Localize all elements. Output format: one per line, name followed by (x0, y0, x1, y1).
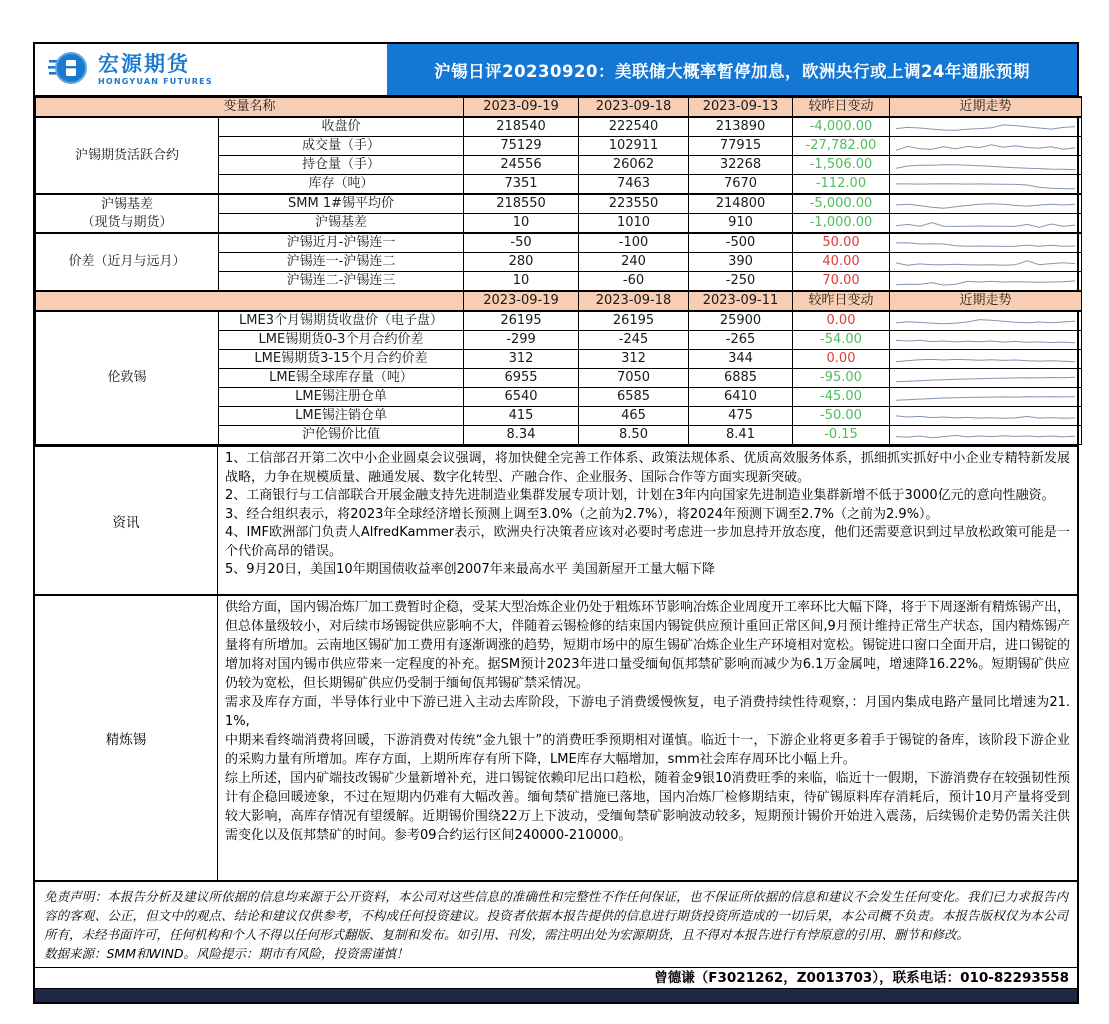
variable-name: LME锡全球库存量（吨） (219, 369, 464, 388)
variable-name: 持仓量（手） (219, 156, 464, 175)
trend-sparkline (890, 388, 1082, 407)
trend-sparkline (890, 311, 1082, 331)
change-cell: -27,782.00 (793, 137, 890, 156)
table-row (36, 233, 1082, 253)
change-cell: 70.00 (793, 272, 890, 292)
news-item: 5、9月20日，美国10年期国债收益率创2007年来最高水平 美国新屋开工量大幅下降 (225, 562, 715, 578)
company-logo (35, 44, 387, 95)
header-change: 较昨日变动 (793, 291, 890, 311)
value-cell: 240 (579, 253, 689, 272)
group-label: 沪锡基差 （现货与期货） (36, 194, 219, 233)
change-cell: -1,000.00 (793, 214, 890, 234)
value-cell: 344 (689, 350, 793, 369)
value-cell: 312 (579, 350, 689, 369)
news-item: 3、经合组织表示，将2023年全球经济增长预测上调至3.0%（之前为2.7%），将2024年预测下调至2.7%（之前为2.9%）。 (225, 506, 939, 522)
value-cell: 7050 (579, 369, 689, 388)
analysis-paragraph: 中期来看终端消费将回暖，下游消费对传统“金九银十”的消费旺季预期相对谨慎。临近十一，下游企业将更多着手于锡锭的备库，该阶段下游企业的采购力量有所增加。库存方面，上期所库存有所下降，LME库存大幅增加，smm社会库存周环比小幅上升。 (225, 732, 1070, 767)
value-cell: 6885 (689, 369, 793, 388)
change-cell: -50.00 (793, 407, 890, 426)
header-date: 2023-09-19 (464, 291, 579, 311)
trend-sparkline (890, 272, 1082, 292)
change-cell: 40.00 (793, 253, 890, 272)
analyst-signature: 曾德谦（F3021262，Z0013703），联系电话：010-82293558 (35, 967, 1077, 988)
header-variable-name: 变量名称 (36, 97, 464, 117)
header-date: 2023-09-19 (464, 97, 579, 117)
value-cell: 8.41 (689, 426, 793, 445)
analysis-section-label: 精炼锡 (35, 596, 218, 880)
value-cell: 8.34 (464, 426, 579, 445)
disclaimer-line: 免责声明：本报告分析及建议所依据的信息均来源于公开资料，本公司对这些信息的准确性和完整性不作任何保证，也不保证所依据的信息和建议不会发生任何变化。我们已力求报告内容的客观、公正，但文中的观点、结论和建议仅供参考，不构成任何投资建议。投资者依据本报告提供的信息进行期货投资所造成的一切后果，本公司概不负责。本报告版权仅为本公司所有，未经书面许可，任何机构和个人不得以任何形式翻版、复制和发布。如引用、刊发，需注明出处为宏源期货，且不得对本报告进行有悖原意的引用、删节和修改。 (44, 889, 1068, 942)
news-section-label: 资讯 (35, 447, 218, 594)
value-cell: -245 (579, 331, 689, 350)
disclaimer (35, 880, 1077, 967)
variable-name: 库存（吨） (219, 175, 464, 195)
table-row (36, 117, 1082, 137)
trend-sparkline (890, 253, 1082, 272)
value-cell: 415 (464, 407, 579, 426)
value-cell: 75129 (464, 137, 579, 156)
value-cell: 475 (689, 407, 793, 426)
value-cell: 213890 (689, 117, 793, 137)
header-date: 2023-09-11 (689, 291, 793, 311)
header-trend: 近期走势 (890, 97, 1082, 117)
logo-english-name: HONGYUAN FUTURES (98, 76, 213, 86)
trend-sparkline (890, 233, 1082, 253)
footer-bar (35, 988, 1077, 1002)
analysis-paragraph: 供给方面，国内锡冶炼厂加工费暂时企稳，受某大型冶炼企业仍处于粗炼环节影响冶炼企业周度开工率环比大幅下降，将于下周逐渐有精炼锡产出，但总体量级较小，对后续市场锡锭供应影响不大，伴随着云锡检修的结束国内锡锭供应预计重回正常区间,9月预计维持正常生产状态，国内精炼锡产量将有所增加。云南地区锡矿加工费用有逐渐调涨的趋势，短期市场中的原生锡矿冶炼企业生产环境相对宽松。锡锭进口窗口全面开启，进口锡锭的增加将对国内锡市供应带来一定程度的补充。据SM预计2023年进口量受缅甸佤邦禁矿影响而减少为6.1万金属吨，增速降16.22%。短期锡矿供应仍较为宽松，但长期锡矿供应仍受制于缅甸佤邦锡矿禁采情况。 (225, 600, 1071, 691)
value-cell: -60 (579, 272, 689, 292)
variable-name: 沪伦锡价比值 (219, 426, 464, 445)
variable-name: 收盘价 (219, 117, 464, 137)
value-cell: 1010 (579, 214, 689, 234)
value-cell: -265 (689, 331, 793, 350)
news-item: 2、工商银行与工信部联合开展金融支持先进制造业集群发展专项计划，计划在3年内向国家先进制造业集群新增不低于3000亿元的意向性融资。 (225, 488, 1055, 504)
value-cell: 26062 (579, 156, 689, 175)
value-cell: 390 (689, 253, 793, 272)
group-label: 沪锡期货活跃合约 (36, 117, 219, 194)
value-cell: 280 (464, 253, 579, 272)
trend-sparkline (890, 156, 1082, 175)
table-header-row (36, 97, 1082, 117)
change-cell: -0.15 (793, 426, 890, 445)
value-cell: 218550 (464, 194, 579, 214)
header-change: 较昨日变动 (793, 97, 890, 117)
logo-wordmark (98, 53, 213, 85)
value-cell: 7351 (464, 175, 579, 195)
trend-sparkline (890, 214, 1082, 234)
news-item: 1、工信部召开第二次中小企业圆桌会议强调，将加快健全完善工作体系、政策法规体系、优质高效服务体系，抓细抓实抓好中小企业专精特新发展战略，力争在规模质量、融通发展、数字化转型、产融合作、企业服务、国际合作等方面实现新突破。 (225, 451, 1070, 485)
quotes-table (35, 96, 1082, 445)
disclaimer-line: 数据来源：SMM和WIND。风险提示：期市有风险，投资需谨慎！ (44, 946, 409, 961)
variable-name: 沪锡连一-沪锡连二 (219, 253, 464, 272)
change-cell: 0.00 (793, 350, 890, 369)
variable-name: 成交量（手） (219, 137, 464, 156)
value-cell: 25900 (689, 311, 793, 331)
variable-name: SMM 1#锡平均价 (219, 194, 464, 214)
variable-name: 沪锡连二-沪锡连三 (219, 272, 464, 292)
header-date: 2023-09-18 (579, 291, 689, 311)
trend-sparkline (890, 137, 1082, 156)
table-header-row (36, 291, 1082, 311)
logo-chinese-name: 宏源期货 (98, 52, 190, 77)
report-frame (33, 42, 1079, 1004)
value-cell: -250 (689, 272, 793, 292)
trend-sparkline (890, 194, 1082, 214)
value-cell: -299 (464, 331, 579, 350)
value-cell: 214800 (689, 194, 793, 214)
header-date: 2023-09-13 (689, 97, 793, 117)
trend-sparkline (890, 331, 1082, 350)
value-cell: 6410 (689, 388, 793, 407)
value-cell: 77915 (689, 137, 793, 156)
header-variable-name (36, 291, 464, 311)
news-item: 4、IMF欧洲部门负责人AlfredKammer表示，欧洲央行决策者应该对必要时考虑进一步加息持开放态度，他们还需要意识到过早放松政策可能是一个代价高昂的错误。 (225, 525, 1070, 559)
variable-name: LME3个月锡期货收盘价（电子盘） (219, 311, 464, 331)
value-cell: 32268 (689, 156, 793, 175)
hongyuan-logo-icon (47, 47, 89, 93)
value-cell: 312 (464, 350, 579, 369)
change-cell: -5,000.00 (793, 194, 890, 214)
variable-name: LME锡注册仓单 (219, 388, 464, 407)
value-cell: 26195 (464, 311, 579, 331)
variable-name: LME锡期货3-15个月合约价差 (219, 350, 464, 369)
header-date: 2023-09-18 (579, 97, 689, 117)
trend-sparkline (890, 350, 1082, 369)
change-cell: -54.00 (793, 331, 890, 350)
value-cell: 6955 (464, 369, 579, 388)
table-row (36, 311, 1082, 331)
analysis-paragraph: 需求及库存方面，半导体行业中下游已进入主动去库阶段，下游电子消费缓慢恢复，电子消费持续性待观察，：月国内集成电路产量同比增速为21.1%, (225, 694, 1070, 729)
trend-sparkline (890, 407, 1082, 426)
value-cell: 26195 (579, 311, 689, 331)
change-cell: -1,506.00 (793, 156, 890, 175)
value-cell: 102911 (579, 137, 689, 156)
trend-sparkline (890, 117, 1082, 137)
value-cell: -100 (579, 233, 689, 253)
value-cell: 222540 (579, 117, 689, 137)
header-trend: 近期走势 (890, 291, 1082, 311)
change-cell: -112.00 (793, 175, 890, 195)
value-cell: 910 (689, 214, 793, 234)
value-cell: 223550 (579, 194, 689, 214)
value-cell: 8.50 (579, 426, 689, 445)
trend-sparkline (890, 369, 1082, 388)
report-title: 沪锡日评20230920：美联储大概率暂停加息，欧洲央行或上调24年通胀预期 (387, 44, 1077, 95)
change-cell: 0.00 (793, 311, 890, 331)
value-cell: 7463 (579, 175, 689, 195)
change-cell: -4,000.00 (793, 117, 890, 137)
trend-sparkline (890, 175, 1082, 195)
variable-name: 沪锡近月-沪锡连一 (219, 233, 464, 253)
variable-name: LME锡期货0-3个月合约价差 (219, 331, 464, 350)
value-cell: 465 (579, 407, 689, 426)
variable-name: 沪锡基差 (219, 214, 464, 234)
value-cell: 10 (464, 272, 579, 292)
value-cell: 10 (464, 214, 579, 234)
change-cell: 50.00 (793, 233, 890, 253)
analysis-paragraph: 综上所述，国内矿端技改锡矿少量新增补充，进口锡锭依赖印尼出口趋松，随着金9银10消费旺季的来临，临近十一假期，下游消费存在较强韧性预计有企稳回暖迹象，不过在短期内仍难有大幅改善。缅甸禁矿措施已落地，国内冶炼厂检修期结束，待矿锡原料库存消耗后，预计10月产量将受到较大影响，高库存情况有望缓解。近期锡价围绕22万上下波动，受缅甸禁矿影响波动较多，短期预计锡价开始进入震荡，后续锡价走势仍需关注供需变化以及佤邦禁矿的时间。参考09合约运行区间240000-210000。 (225, 770, 1070, 843)
value-cell: 6540 (464, 388, 579, 407)
value-cell: -50 (464, 233, 579, 253)
analysis-section (35, 594, 1077, 880)
trend-sparkline (890, 426, 1082, 445)
variable-name: LME锡注销仓单 (219, 407, 464, 426)
value-cell: 24556 (464, 156, 579, 175)
table-row (36, 194, 1082, 214)
group-label: 伦敦锡 (36, 311, 219, 445)
news-section (35, 445, 1077, 594)
news-section-body (218, 447, 1077, 594)
value-cell: 7670 (689, 175, 793, 195)
value-cell: 6585 (579, 388, 689, 407)
value-cell: -500 (689, 233, 793, 253)
analysis-section-body (218, 596, 1077, 880)
change-cell: -95.00 (793, 369, 890, 388)
report-header (35, 44, 1077, 96)
value-cell: 218540 (464, 117, 579, 137)
change-cell: -45.00 (793, 388, 890, 407)
group-label: 价差（近月与远月） (36, 233, 219, 291)
